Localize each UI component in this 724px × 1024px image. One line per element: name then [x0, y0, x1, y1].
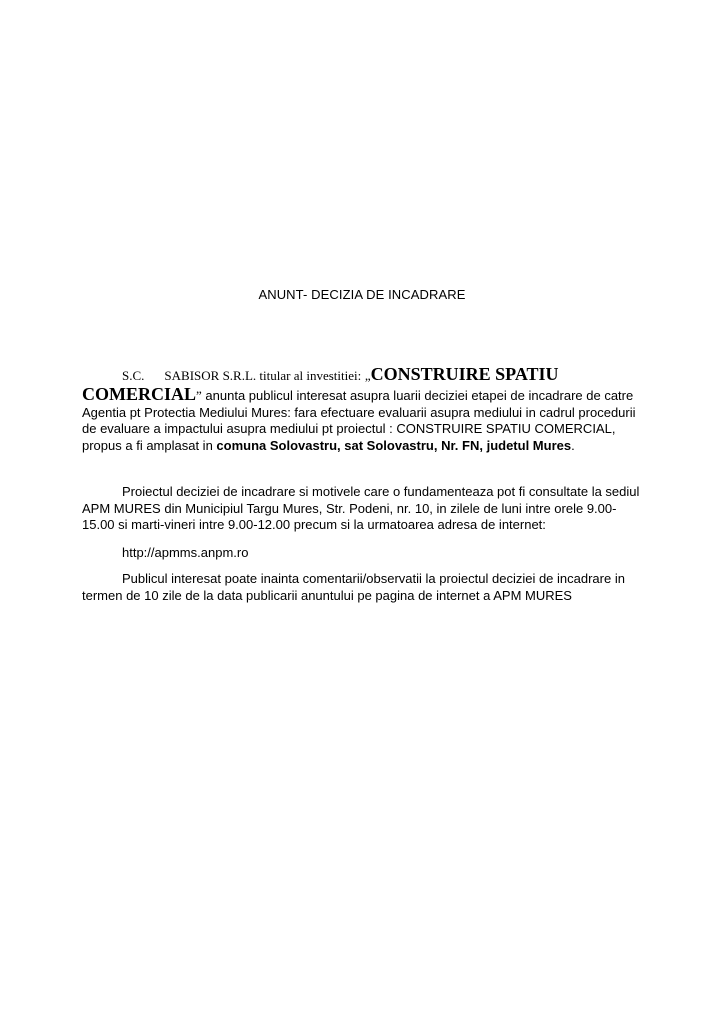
- project-name-line1: CONSTRUIRE SPATIU: [370, 364, 559, 384]
- close-quote: ”: [196, 388, 202, 403]
- project-name-line2: COMERCIAL: [82, 384, 197, 404]
- paragraph-consultation: Proiectul deciziei de incadrare si motivele care o fundamenteaza pot fi consultate la sediul APM MURES din Municipiul Targu Mures, Str. Podeni, nr. 10, in zilele de luni intre orele 9.00-15.00 si marti-vineri intre 9.00-12.00 precum si la urmatoarea adresa de internet:: [82, 484, 640, 533]
- company-name: SABISOR S.R.L. titular al investitiei:: [164, 368, 362, 383]
- project-location: comuna Solovastru, sat Solovastru, Nr. FN, judetul Mures: [216, 437, 572, 453]
- open-quote: „: [364, 368, 371, 383]
- announcement-first-line: [82, 364, 644, 386]
- announcement-end: .: [571, 437, 575, 453]
- website-link[interactable]: http://apmms.anpm.ro: [122, 545, 249, 560]
- paragraph-announcement: [82, 364, 644, 454]
- document-title: ANUNT- DECIZIA DE INCADRARE: [258, 287, 466, 302]
- announcement-body: anunta publicul interesat asupra luarii deciziei etapei de incadrare de catre Agentia pt Protectia Mediului Mures: fara efectuare evaluarii asupra mediului in cadrul procedurii de evaluare a impactului asupra mediului pt proiectul : CONSTRUIRE SPATIU COMERCIAL, propus a fi amplasat in: [82, 388, 636, 453]
- paragraph-comments: Publicul interesat poate inainta comentarii/observatii la proiectul deciziei de incadrare in termen de 10 zile de la data publicarii anuntului pe pagina de internet a APM MURES: [82, 571, 625, 603]
- company-prefix: S.C.: [122, 368, 145, 383]
